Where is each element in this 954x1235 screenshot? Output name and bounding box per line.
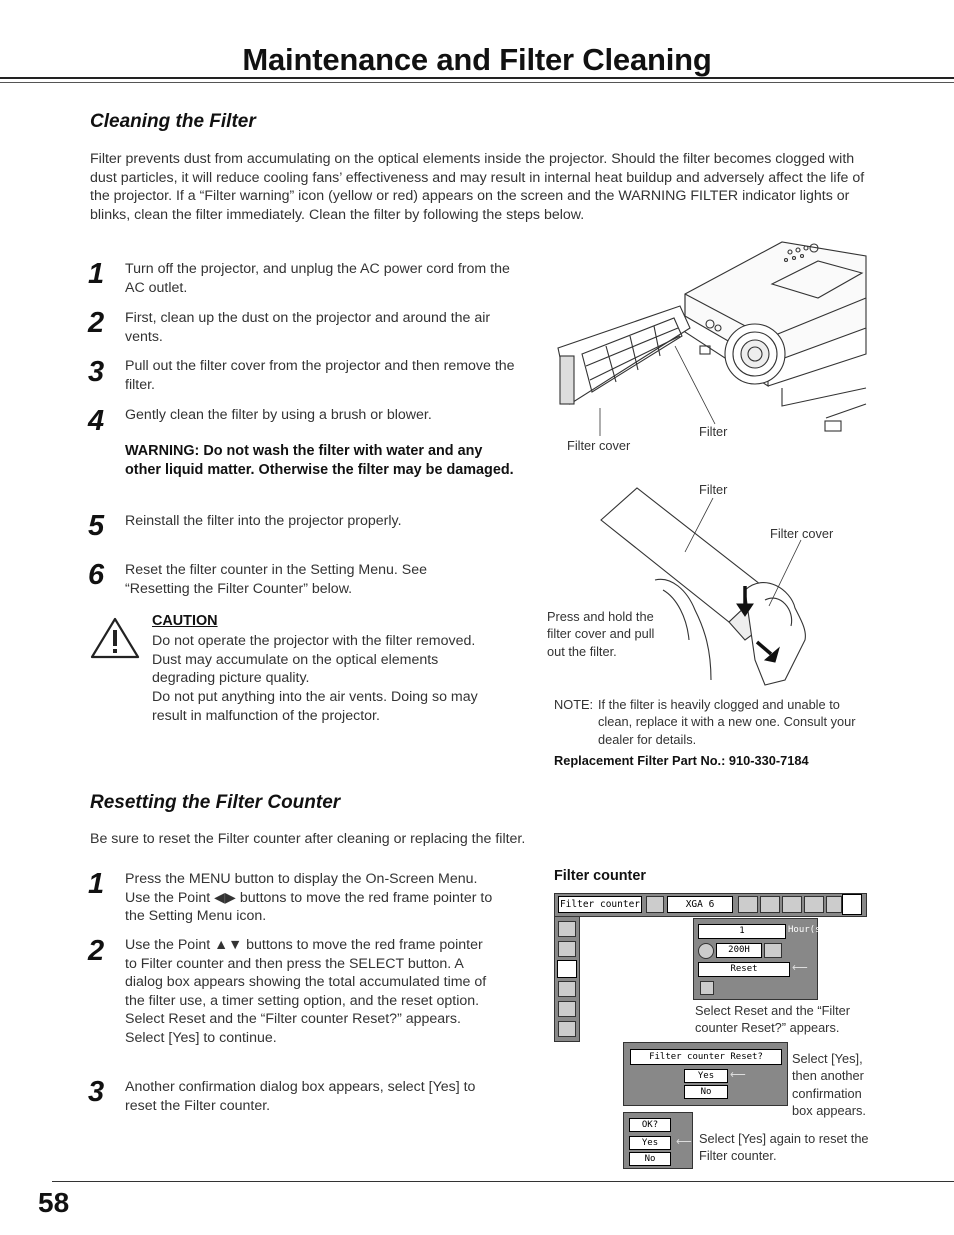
osd-icon: [738, 896, 758, 913]
osd-icon: [804, 896, 824, 913]
step-text: Pull out the filter cover from the projector and then remove the filter.: [125, 358, 515, 393]
hours-value: 1: [698, 924, 786, 939]
no-button[interactable]: No: [684, 1085, 728, 1099]
figure-label-filter: Filter: [699, 424, 728, 439]
caution-label: CAUTION: [152, 613, 218, 629]
page-title: Maintenance and Filter Cleaning: [242, 42, 712, 77]
step-text: Another confirmation dialog box appears, select [Yes] to reset the Filter counter.: [125, 1079, 476, 1114]
step-number: 2: [88, 307, 105, 339]
osd-icon: [646, 896, 664, 913]
step-text: Reset the filter counter in the Setting Menu. See “Resetting the Filter Counter” below.: [125, 562, 428, 597]
osd-mode-display: XGA 6: [667, 896, 733, 913]
select-pointer-icon: ⟵: [792, 962, 808, 974]
section-heading-resetting: Resetting the Filter Counter: [90, 792, 341, 813]
yes-button[interactable]: Yes: [684, 1069, 728, 1083]
note-prefix: NOTE:: [554, 697, 594, 712]
exit-icon: [700, 981, 714, 995]
no-button[interactable]: No: [629, 1152, 671, 1166]
caution-text: Do not operate the projector with the filter removed. Dust may accumulate on the optical elements degrading picture quality.: [152, 633, 476, 687]
step-number: 6: [88, 559, 105, 591]
projector-illustration: [550, 236, 870, 436]
replacement-part-number: Replacement Filter Part No.: 910-330-7184: [554, 753, 809, 768]
step-text: Turn off the projector, and unplug the AC power cord from the AC outlet.: [125, 261, 510, 296]
step-number: 3: [88, 356, 105, 388]
step-number: 4: [88, 405, 105, 437]
step-text: Press the MENU button to display the On-Screen Menu. Use the Point ◀▶ buttons to move the red frame pointer to the Setting Menu icon.: [125, 871, 493, 925]
osd-note: Select [Yes], then another confirmation box appears.: [792, 1051, 866, 1119]
step-number: 1: [88, 258, 105, 290]
section-intro-resetting: Be sure to reset the Filter counter after cleaning or replacing the filter.: [90, 831, 526, 847]
osd-heading: Filter counter: [554, 868, 646, 884]
step-number: 2: [88, 935, 105, 967]
filter-counter-icon: [557, 960, 577, 978]
reset-option[interactable]: Reset: [698, 962, 790, 977]
osd-side-icon: [558, 941, 576, 957]
step-number: 1: [88, 868, 105, 900]
osd-icon: [760, 896, 780, 913]
select-pointer-icon: ⟵: [730, 1069, 746, 1081]
section-heading-cleaning: Cleaning the Filter: [90, 111, 256, 132]
yes-button[interactable]: Yes: [629, 1136, 671, 1150]
step-number: 5: [88, 510, 105, 542]
osd-icon: [826, 896, 842, 913]
step-text: Reinstall the filter into the projector properly.: [125, 513, 402, 529]
osd-menu-title: Filter counter: [558, 896, 642, 913]
hours-unit: Hour(s): [788, 925, 826, 935]
figure2-label-filter-cover: Filter cover: [770, 526, 834, 541]
timer-icon: [698, 943, 714, 959]
osd-side-icon: [558, 981, 576, 997]
caution-icon: [90, 616, 140, 660]
section-intro-cleaning: Filter prevents dust from accumulating on the optical elements inside the projector. Should the filter becomes clogged with dust particles, it will reduce cooling fans’ effectiveness and may result in internal heat buildup and adversely affect the life of the projector. If a “Filter warning” icon (yellow or red) appears on the screen and the WARNING FILTER indicator lights or blinks, clean the filter immediately. Clean the filter by following the steps below.: [90, 151, 865, 223]
warning-text: WARNING: Do not wash the filter with water and any other liquid matter. Otherwise the filter may be damaged.: [125, 443, 514, 479]
ok-confirm-title: OK?: [629, 1118, 671, 1132]
timer-adjust-icon: [764, 943, 782, 958]
title-rule-thin: [0, 82, 954, 83]
title-rule: [0, 77, 954, 79]
step-number: 3: [88, 1076, 105, 1108]
exit-icon: [558, 1021, 576, 1037]
footer-rule: [52, 1181, 954, 1182]
osd-note: Select Reset and the “Filter counter Reset?” appears.: [695, 1003, 851, 1036]
figure2-label-filter: Filter: [699, 482, 728, 497]
figure2-caption: Press and hold the filter cover and pull out the filter.: [547, 609, 655, 659]
step-text: Gently clean the filter by using a brush or blower.: [125, 407, 432, 423]
select-pointer-icon: ⟵: [676, 1136, 692, 1148]
note-text: If the filter is heavily clogged and unable to clean, replace it with a new one. Consult your dealer for details.: [598, 697, 856, 747]
reset-confirm-title: Filter counter Reset?: [630, 1049, 782, 1065]
timer-setting[interactable]: 200H: [716, 943, 762, 958]
down-arrow-icon: [558, 1001, 576, 1017]
step-text: Use the Point ▲▼ buttons to move the red frame pointer to Filter counter and then press the SELECT button. A dialog box appears showing the total accumulated time of the filter use, a timer setting option, and the reset option. Select Reset and the “Filter counter Reset?” appears. Select [Yes] to continue.: [125, 937, 487, 1046]
step-text: First, clean up the dust on the projector and around the air vents.: [125, 310, 491, 345]
osd-note: Select [Yes] again to reset the Filter counter.: [699, 1131, 869, 1164]
setting-menu-icon: [842, 894, 862, 915]
figure-label-filter-cover: Filter cover: [567, 438, 631, 453]
up-arrow-icon: [558, 921, 576, 937]
osd-icon: [782, 896, 802, 913]
caution-text-2: Do not put anything into the air vents. Doing so may result in malfunction of the projector.: [152, 689, 478, 724]
page-number: 58: [38, 1187, 70, 1218]
